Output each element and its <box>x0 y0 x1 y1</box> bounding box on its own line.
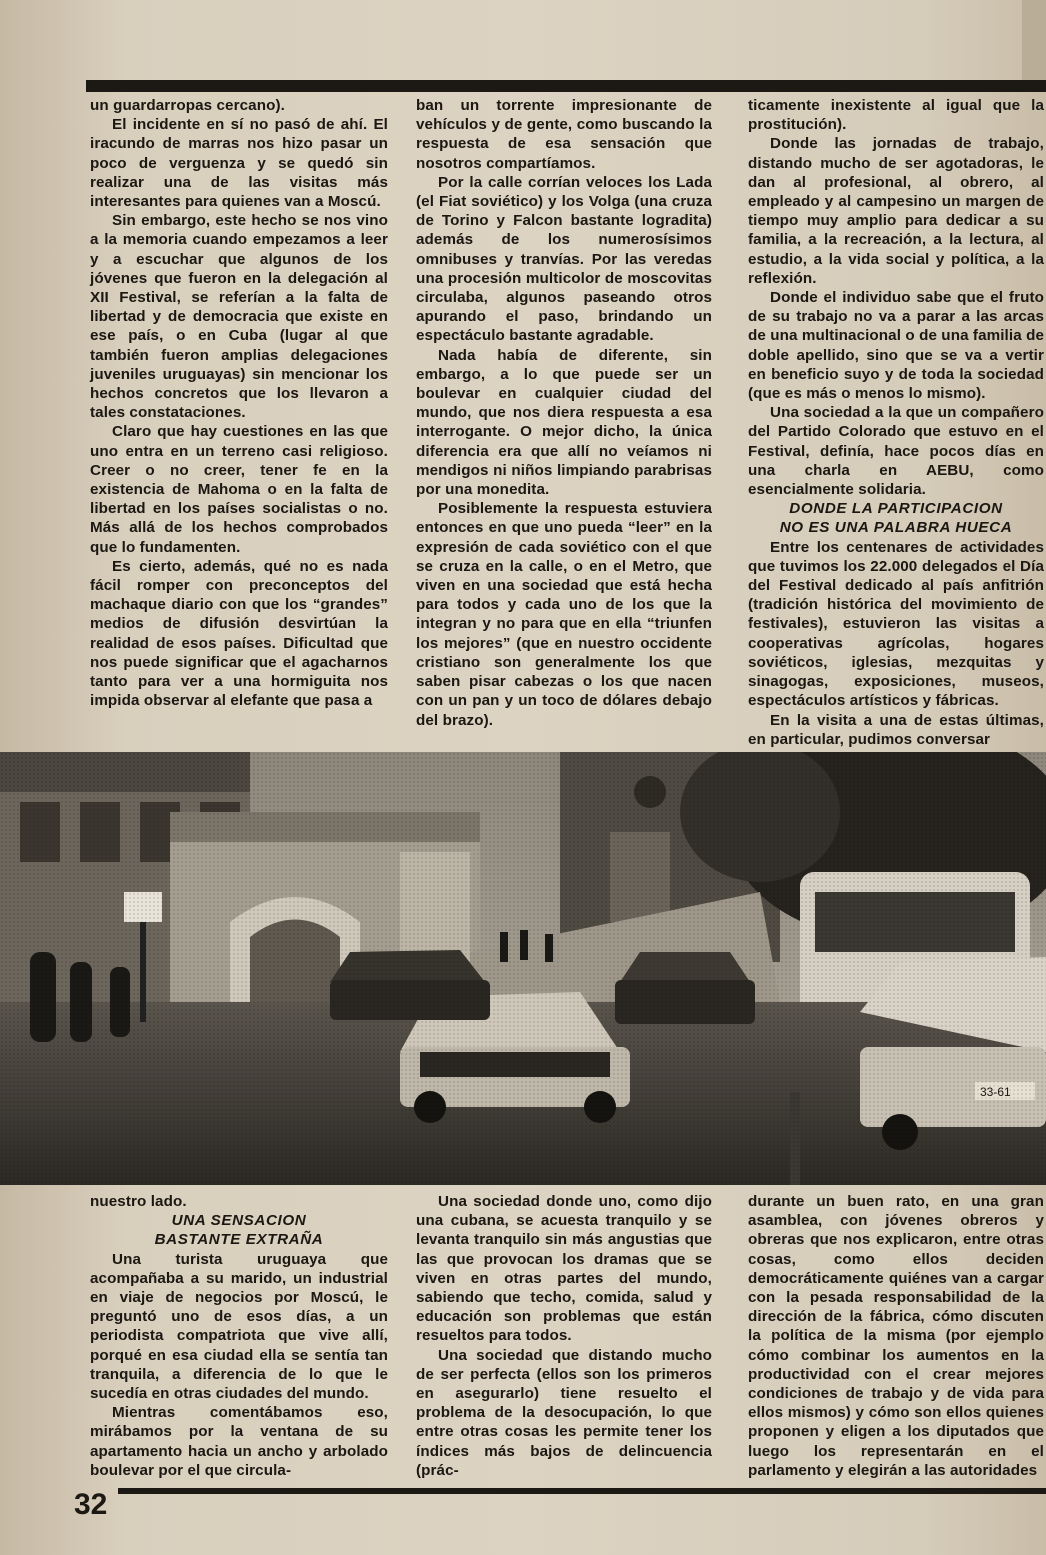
paragraph: Una turista uruguaya que acompañaba a su marido, un industrial en viaje de negocios por Moscú, le preguntó uno de esos días, a un periodista compatriota que vive allí, porqué en esa ciudad ella se sentía tan tranquila, a diferencia de lo que le sucedía en otras ciudades del mundo. <box>90 1250 388 1403</box>
top-column-1 <box>90 96 388 711</box>
bottom-column-3 <box>748 1192 1044 1480</box>
top-column-2 <box>416 96 712 730</box>
paragraph: ticamente inexistente al igual que la prostitución). <box>748 97 1044 134</box>
paragraph: El incidente en sí no pasó de ahí. El iracundo de marras nos hizo pasar un poco de verguenza y se quedó sin realizar una de las visitas más interesantes para quienes van a Moscú. <box>90 116 388 211</box>
paragraph: Donde el individuo sabe que el fruto de su trabajo no va a parar a las arcas de una multinacional o de una familia de doble apellido, sino que se va a vertir en beneficio suyo y de toda la sociedad (que es más o menos lo mismo). <box>748 289 1044 403</box>
street-photo-drawing <box>0 752 1046 1185</box>
paragraph: Por la calle corrían veloces los Lada (el Fiat soviético) y los Volga (una cruza de Torino y Falcon bastante logradita) además de los numerosísimos omnibuses y tranvías. Por las veredas una procesión multicolor de moscovitas circulaba, algunos paseando otros apurando el paso, brindando un espectáculo bastante agradable. <box>416 173 712 345</box>
bottom-column-2 <box>416 1192 712 1480</box>
paragraph: un guardarropas cercano). <box>90 97 285 114</box>
paragraph: Donde las jornadas de trabajo, distando mucho de ser agotadoras, le dan al profesional, al obrero, al empleado y al campesino un margen de tiempo muy amplio para dedicar a su familia, a la recreación, a la lectura, al estudio, a la vida social y política, a la reflexión. <box>748 135 1044 287</box>
top-rule <box>86 80 1046 92</box>
paragraph: Una sociedad donde uno, como dijo una cubana, se acuesta tranquilo y se levanta tranquilo sin más angustias que las que provocan los dramas que se viven en otras partes del mundo, sabiendo que techo, comida, salud y educación son problemas que están resueltos para todos. <box>416 1193 712 1345</box>
section-heading-line: DONDE LA PARTICIPACION <box>789 500 1003 518</box>
paragraph: nuestro lado. <box>90 1193 187 1210</box>
top-column-3 <box>748 96 1044 749</box>
bottom-rule <box>118 1488 1046 1494</box>
bottom-column-1 <box>90 1192 388 1480</box>
section-heading-line: NO ES UNA PALABRA HUECA <box>779 519 1013 537</box>
paragraph: Claro que hay cuestiones en las que uno entra en un terreno casi religioso. Creer o no creer, tener fe en la existencia de Mahoma o en la falta de libertad en los países socialistas o no. Más allá de los hechos comprobados que lo fundamenten. <box>90 423 388 556</box>
page-edge <box>1022 0 1046 80</box>
paragraph: durante un buen rato, en una gran asamblea, con jóvenes obreros y obreras que nos explicaron, entre otras cosas, como ellos deciden democráticamente quiénes van a cargar con la pesada responsabilidad de la dirección de la fábrica, cómo discuten la política de la misma (por ejemplo cómo combinar los aumentos en la productividad con el crear mejores condiciones de trabajo y de vida para ellos mismos) y cómo son ellos quienes proponen y eligen a los diputados que luego los representarán en el parlamento y elegirán a las autoridades <box>748 1193 1044 1479</box>
page-number: 32 <box>74 1488 108 1521</box>
paragraph: Sin embargo, este hecho se nos vino a la memoria cuando empezamos a leer y a escuchar que algunos de los jóvenes que fueron en la delegación al XII Festival, se referían a la falta de libertad y de democracia que existe en ese país, o en Cuba (lugar al que también fueron amplias delegaciones juveniles uruguayas) sin mencionar los hechos concretos que los llevaron a tales constataciones. <box>90 212 388 422</box>
street-photo <box>0 752 1046 1185</box>
paragraph: ban un torrente impresionante de vehículos y de gente, como buscando la respuesta de esa sensación que nosotros compartíamos. <box>416 97 712 172</box>
paragraph: Mientras comentábamos eso, mirábamos por la ventana de su apartamento hacia un ancho y arbolado boulevar por el que circula- <box>90 1404 388 1479</box>
paragraph: Una sociedad que distando mucho de ser perfecta (ellos son los primeros en asegurarlo) tiene resuelto el problema de la desocupación, lo que entre otras cosas les permite tener los índices más bajos de delincuencia (prác- <box>416 1346 712 1479</box>
paragraph: Nada había de diferente, sin embargo, a lo que puede ser un boulevar en cualquier ciudad del mundo, que nos diera respuesta a esa interrogante. O mejor dicho, la única diferencia era que allí no veíamos ni mendigos ni niños limpiando parabrisas por una monedita. <box>416 346 712 499</box>
paragraph: Es cierto, además, qué no es nada fácil romper con preconceptos del machaque diario con que los “grandes” medios de difusión desvirtúan la realidad de esos países. Dificultad que nos puede significar que el agacharnos tanto para ver a una hormiguita nos impida observar al elefante que pasa a <box>90 557 388 710</box>
paragraph: En la visita a una de estas últimas, en particular, pudimos conversar <box>748 711 1044 748</box>
section-heading-line: UNA SENSACION <box>171 1212 307 1230</box>
paragraph: Una sociedad a la que un compañero del Partido Colorado que estuvo en el Festival, definía, hace pocos días en una charla en AEBU, como esencialmente solidaria. <box>748 404 1044 499</box>
paragraph: Entre los centenares de actividades que tuvimos los 22.000 delegados el Día del Festival dedicado al país anfitrión (tradición histórica del movimiento de festivales), estuvieron las visitas a cooperativas agrícolas, hogares soviéticos, iglesias, mezquitas y sinagogas, exposiciones, museos, espectáculos artísticos y fábricas. <box>748 538 1044 710</box>
section-heading-line: BASTANTE EXTRAÑA <box>154 1231 324 1249</box>
paragraph: Posiblemente la respuesta estuviera entonces en que uno pueda “leer” en la expresión de cada soviético con el que se cruza en la calle, o en el Metro, que viven en una sociedad que está hecha para todos y cada uno de los que la integran y no para que en ella “triunfen los mejores” (que en nuestro occidente cristiano son generalmente los que saben pisar cabezas o los que nacen con un pan y un toco de dólares debajo del brazo). <box>416 500 712 729</box>
